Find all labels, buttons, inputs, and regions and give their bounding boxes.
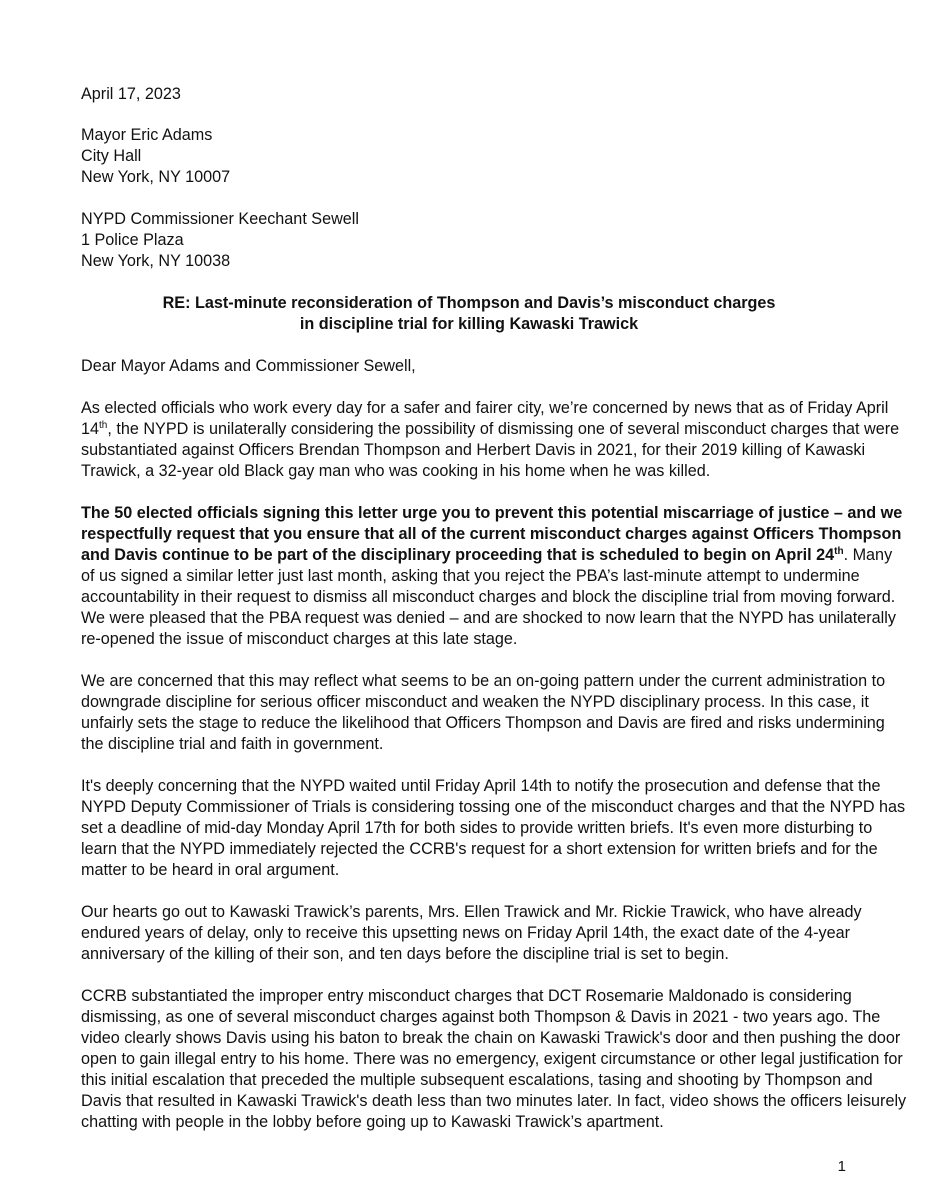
text-fragment: . Many bbox=[843, 546, 893, 564]
text-line: substantiated against Officers Brendan Thompson and Herbert Davis in 2021, for their 2019 killing of Kawaski bbox=[81, 441, 866, 459]
text-line: Davis that resulted in Kawaski Trawick's death less than two minutes later. In fact, video shows the officers leisurely bbox=[81, 1092, 907, 1110]
text-line: re-opened the issue of misconduct charges at this late stage. bbox=[81, 630, 518, 648]
subject-line-2: in discipline trial for killing Kawaski Trawick bbox=[299, 315, 639, 333]
text-line bbox=[81, 419, 900, 440]
text-line: matter to be heard in oral argument. bbox=[81, 861, 340, 879]
text-line: NYPD Deputy Commissioner of Trials is considering tossing one of the misconduct charges and that the NYPD has bbox=[81, 798, 906, 816]
text-line: learn that the NYPD immediately rejected the CCRB's request for a short extension for written briefs and for the bbox=[81, 840, 878, 858]
text-line: As elected officials who work every day for a safer and fairer city, we’re concerned by news that as of Friday April bbox=[81, 399, 889, 417]
letter-body bbox=[81, 84, 907, 1154]
subject-line-1: RE: Last-minute reconsideration of Thompson and Davis’s misconduct charges bbox=[162, 294, 776, 312]
text-line: We are concerned that this may reflect what seems to be an on-going pattern under the current administration to bbox=[81, 672, 886, 690]
salutation: Dear Mayor Adams and Commissioner Sewell, bbox=[81, 357, 416, 375]
text-line bbox=[81, 545, 893, 566]
paragraph-2 bbox=[81, 503, 903, 650]
text-line: video clearly shows Davis using his baton to break the chain on Kawaski Trawick's door and then pushing the door bbox=[81, 1029, 901, 1047]
text-line: endured years of delay, only to receive this upsetting news on Friday April 14th, the exact date of the 4-year bbox=[81, 924, 851, 942]
ordinal-suffix: th bbox=[834, 546, 844, 557]
recipient-address-line: 1 Police Plaza bbox=[81, 231, 184, 249]
recipient-address-commissioner bbox=[81, 209, 857, 272]
text-fragment: 14 bbox=[81, 420, 100, 438]
text-line: accountability in their request to dismiss all misconduct charges and block the discipline trial from moving forward. bbox=[81, 588, 896, 606]
text-line: Trawick, a 32-year old Black gay man who was cooking in his home when he was killed. bbox=[81, 462, 711, 480]
text-line-bold: The 50 elected officials signing this letter urge you to prevent this potential miscarriage of justice – and we bbox=[81, 504, 903, 522]
ordinal-suffix: th bbox=[99, 420, 108, 431]
page-number: 1 bbox=[837, 1158, 846, 1175]
text-line: downgrade discipline for serious officer misconduct and weaken the NYPD disciplinary process. In this case, it bbox=[81, 693, 869, 711]
text-line: open to gain illegal entry to his home. There was no emergency, exigent circumstance or other legal justification for bbox=[81, 1050, 903, 1068]
paragraph-5 bbox=[81, 902, 862, 965]
text-line: the discipline trial and faith in government. bbox=[81, 735, 384, 753]
text-line: We were pleased that the PBA request was denied – and are shocked to now learn that the NYPD has unilaterally bbox=[81, 609, 896, 627]
recipient-city-line: New York, NY 10007 bbox=[81, 168, 231, 186]
text-line: unfairly sets the stage to reduce the likelihood that Officers Thompson and Davis are fired and risks undermining bbox=[81, 714, 885, 732]
paragraph-3 bbox=[81, 671, 886, 755]
text-line: this initial escalation that preceded the multiple subsequent escalations, tasing and shooting by Thompson and bbox=[81, 1071, 873, 1089]
text-line: CCRB substantiated the improper entry misconduct charges that DCT Rosemarie Maldonado is considering bbox=[81, 987, 852, 1005]
recipient-address-line: City Hall bbox=[81, 147, 142, 165]
recipient-city-line: New York, NY 10038 bbox=[81, 252, 231, 270]
paragraph-4 bbox=[81, 776, 906, 881]
text-line-bold: respectfully request that you ensure that all of the current misconduct charges against Officers Thompson bbox=[81, 525, 902, 543]
recipient-name: Mayor Eric Adams bbox=[81, 126, 213, 144]
recipient-address-mayor bbox=[81, 125, 857, 188]
paragraph-6 bbox=[81, 986, 907, 1133]
text-fragment: , the NYPD is unilaterally considering the possibility of dismissing one of several misconduct charges that were bbox=[107, 420, 900, 438]
text-line: Our hearts go out to Kawaski Trawick’s parents, Mrs. Ellen Trawick and Mr. Rickie Trawick, who have already bbox=[81, 903, 862, 921]
text-line: It's deeply concerning that the NYPD waited until Friday April 14th to notify the prosecution and defense that the bbox=[81, 777, 881, 795]
text-line: of us signed a similar letter just last month, asking that you reject the PBA’s last-minute attempt to undermine bbox=[81, 567, 860, 585]
recipient-name: NYPD Commissioner Keechant Sewell bbox=[81, 210, 359, 228]
text-line: chatting with people in the lobby before going up to Kawaski Trawick’s apartment. bbox=[81, 1113, 664, 1131]
letter-date: April 17, 2023 bbox=[81, 85, 181, 103]
text-line: dismissing, as one of several misconduct charges against both Thompson & Davis in 2021 - two years ago. The bbox=[81, 1008, 881, 1026]
text-fragment-bold: and Davis continue to be part of the disciplinary proceeding that is scheduled to begin on April 24 bbox=[81, 546, 835, 564]
text-line: set a deadline of mid-day Monday April 17th for both sides to provide written briefs. It's even more disturbing to bbox=[81, 819, 873, 837]
paragraph-1 bbox=[81, 398, 900, 482]
text-line: anniversary of the killing of their son, and ten days before the discipline trial is set to begin. bbox=[81, 945, 729, 963]
subject-line bbox=[81, 293, 857, 335]
